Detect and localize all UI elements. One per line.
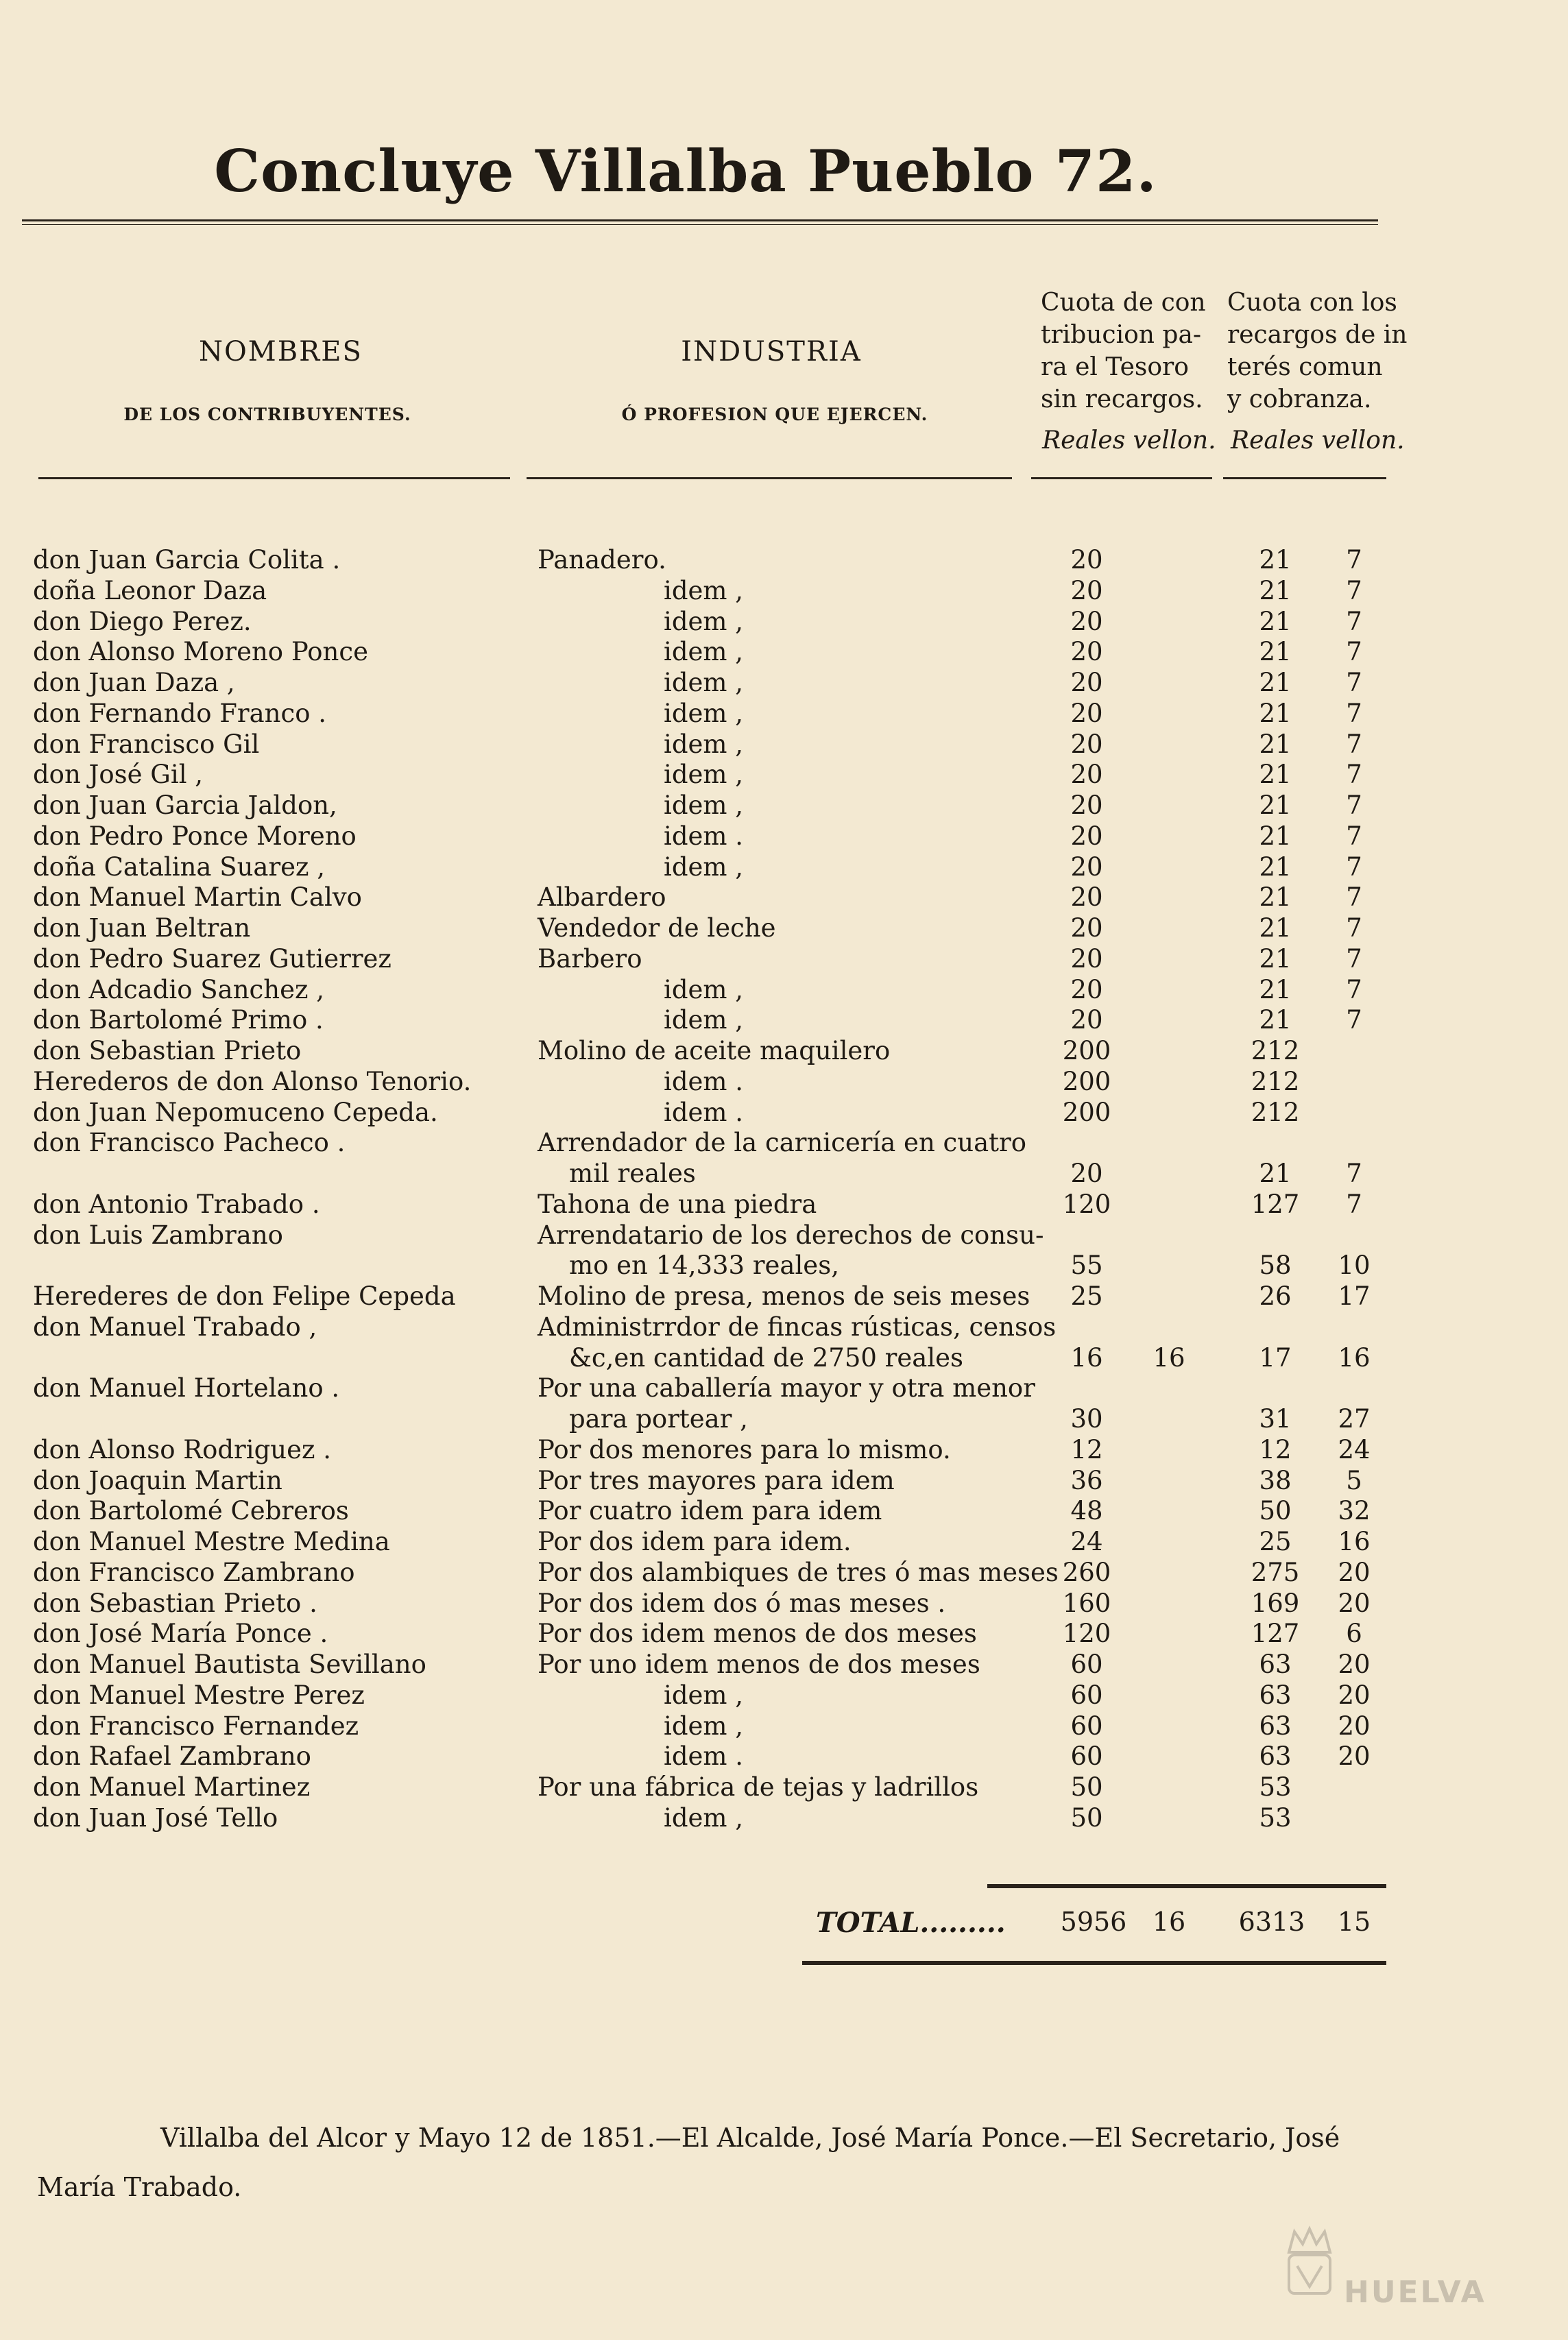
quota-surcharge: 21 — [1259, 974, 1292, 1004]
industry-cell: idem , — [664, 1680, 744, 1710]
contributor-name: don Francisco Pacheco . — [33, 1128, 346, 1158]
total-rule-top — [987, 1884, 1386, 1888]
quota-surcharge-fraction: 7 — [1346, 1005, 1362, 1035]
table-row — [0, 729, 1568, 760]
table-row — [0, 882, 1568, 913]
quota-treasury: 36 — [1070, 1465, 1103, 1495]
quota-treasury: 20 — [1070, 882, 1103, 913]
industry-cell: para portear , — [569, 1404, 748, 1434]
table-row — [0, 821, 1568, 852]
quota-surcharge: 21 — [1259, 760, 1292, 790]
quota-surcharge-fraction: 20 — [1338, 1650, 1371, 1679]
quota-surcharge: 38 — [1259, 1465, 1292, 1495]
table-row — [0, 944, 1568, 974]
quota-treasury: 20 — [1070, 729, 1103, 759]
industry-cell: idem , — [664, 668, 744, 697]
quota-surcharge: 53 — [1259, 1802, 1292, 1833]
table-row — [0, 1373, 1568, 1403]
table-row — [0, 1711, 1568, 1741]
quota-surcharge: 21 — [1259, 575, 1292, 605]
quota-surcharge: 63 — [1259, 1650, 1292, 1679]
total-col-a-fraction: 16 — [1152, 1907, 1186, 1937]
industry-cell: Por uno idem menos de dos meses — [538, 1650, 980, 1679]
table-row — [0, 637, 1568, 667]
quota-surcharge: 63 — [1259, 1741, 1292, 1772]
contributor-name: don José Gil , — [33, 760, 204, 790]
industry-cell: mil reales — [569, 1159, 696, 1188]
total-col-b-fraction: 15 — [1337, 1907, 1371, 1937]
industry-cell: idem , — [664, 791, 744, 820]
table-row — [0, 1803, 1568, 1833]
table-row — [0, 1527, 1568, 1557]
crown-seal-icon — [1282, 2225, 1337, 2300]
quota-surcharge: 50 — [1259, 1496, 1292, 1526]
header-col-b: Cuota con los recargos de in terés comun y cobranza. — [1227, 289, 1408, 413]
industry-cell: idem , — [664, 637, 744, 667]
quota-treasury: 120 — [1062, 1619, 1111, 1649]
table-row — [0, 1496, 1568, 1526]
quota-treasury: 20 — [1070, 852, 1103, 882]
quota-surcharge-fraction: 7 — [1346, 943, 1362, 974]
quota-treasury: 12 — [1070, 1434, 1103, 1464]
quota-surcharge: 169 — [1251, 1588, 1300, 1618]
contributor-name: doña Catalina Suarez , — [33, 852, 326, 882]
industry-cell: Por dos alambiques de tres ó mas meses — [538, 1557, 1059, 1587]
quota-surcharge-fraction: 7 — [1346, 974, 1362, 1004]
quota-surcharge: 21 — [1259, 637, 1292, 667]
quota-treasury: 20 — [1070, 698, 1103, 728]
contributor-name: Herederes de don Felipe Cepeda — [33, 1281, 456, 1311]
quota-surcharge-fraction: 16 — [1338, 1342, 1371, 1373]
quota-treasury-fraction: 16 — [1153, 1342, 1185, 1373]
quota-surcharge: 21 — [1259, 943, 1292, 974]
table-row — [0, 1251, 1568, 1281]
quota-treasury: 20 — [1070, 943, 1103, 974]
contributor-name: Herederos de don Alonso Tenorio. — [33, 1066, 472, 1096]
header-names-sub: DE LOS CONTRIBUYENTES. — [123, 405, 411, 424]
table-row — [0, 1558, 1568, 1588]
quota-surcharge-fraction: 17 — [1338, 1281, 1371, 1311]
quota-surcharge-fraction: 6 — [1346, 1619, 1362, 1649]
header-col-b-unit: Reales vellon. — [1231, 426, 1405, 455]
industry-cell: Administrrdor de fincas rústicas, censos — [538, 1312, 1057, 1342]
quota-surcharge: 21 — [1259, 791, 1292, 820]
table-row — [0, 1281, 1568, 1312]
watermark-text: HUELVA — [1344, 2275, 1486, 2310]
industry-cell: Panadero. — [538, 545, 666, 575]
table-row — [0, 1650, 1568, 1680]
quota-treasury: 200 — [1062, 1097, 1111, 1127]
industry-cell: Por dos idem menos de dos meses — [538, 1619, 977, 1649]
table-row — [0, 1435, 1568, 1465]
quota-surcharge: 127 — [1251, 1189, 1300, 1219]
header-rule-industry — [527, 477, 1012, 479]
quota-treasury: 50 — [1070, 1802, 1103, 1833]
header-industry: INDUSTRIA — [681, 336, 862, 367]
table-row — [0, 1098, 1568, 1128]
quota-treasury: 20 — [1070, 1159, 1103, 1188]
contributor-name: don Pedro Ponce Moreno — [33, 821, 357, 851]
quota-surcharge-fraction: 16 — [1338, 1527, 1371, 1556]
quota-surcharge-fraction: 7 — [1346, 545, 1362, 575]
quota-surcharge: 21 — [1259, 606, 1292, 636]
quota-surcharge: 212 — [1251, 1097, 1300, 1127]
table-row — [0, 1772, 1568, 1802]
header-rule-col-a — [1031, 477, 1212, 479]
contributor-name: don Rafael Zambrano — [33, 1741, 311, 1772]
quota-treasury: 48 — [1070, 1496, 1103, 1526]
contributor-name: don Juan José Tello — [33, 1802, 278, 1833]
industry-cell: Molino de presa, menos de seis meses — [538, 1281, 1030, 1311]
quota-surcharge-fraction: 20 — [1338, 1557, 1371, 1587]
quota-treasury: 50 — [1070, 1772, 1103, 1802]
table-row — [0, 1680, 1568, 1711]
quota-surcharge-fraction: 7 — [1346, 1189, 1362, 1219]
table-row — [0, 1220, 1568, 1251]
contributor-name: don Manuel Martinez — [33, 1772, 311, 1802]
contributor-name: don Manuel Bautista Sevillano — [33, 1650, 426, 1679]
quota-surcharge-fraction: 10 — [1338, 1251, 1371, 1281]
quota-surcharge: 21 — [1259, 852, 1292, 882]
industry-cell: Molino de aceite maquilero — [538, 1036, 891, 1065]
table-row — [0, 760, 1568, 790]
quota-treasury: 20 — [1070, 791, 1103, 820]
total-label: TOTAL......... — [816, 1907, 1006, 1939]
quota-surcharge: 21 — [1259, 729, 1292, 759]
quota-treasury: 60 — [1070, 1680, 1103, 1710]
table-row — [0, 576, 1568, 606]
total-rule-bottom — [802, 1961, 1386, 1965]
contributor-name: don Fernando Franco . — [33, 698, 326, 728]
contributor-name: don Bartolomé Primo . — [33, 1005, 324, 1035]
table-row — [0, 607, 1568, 637]
quota-treasury: 20 — [1070, 1005, 1103, 1035]
quota-treasury: 25 — [1070, 1281, 1103, 1311]
total-col-a: 5956 — [1060, 1907, 1127, 1937]
quota-treasury: 24 — [1070, 1527, 1103, 1556]
quota-surcharge: 31 — [1259, 1404, 1292, 1434]
header-industry-sub: Ó PROFESION QUE EJERCEN. — [621, 405, 928, 424]
industry-cell: &c,en cantidad de 2750 reales — [569, 1342, 964, 1373]
quota-treasury: 20 — [1070, 974, 1103, 1004]
table-row — [0, 545, 1568, 575]
quota-surcharge-fraction: 7 — [1346, 913, 1362, 943]
quota-surcharge: 21 — [1259, 698, 1292, 728]
industry-cell: Por cuatro idem para idem — [538, 1496, 882, 1526]
quota-treasury: 60 — [1070, 1711, 1103, 1741]
table-row — [0, 1404, 1568, 1434]
industry-cell: idem . — [664, 821, 744, 851]
contributor-name: don Bartolomé Cebreros — [33, 1496, 349, 1526]
quota-surcharge-fraction: 7 — [1346, 575, 1362, 605]
table-row — [0, 975, 1568, 1005]
quota-surcharge-fraction: 5 — [1346, 1465, 1362, 1495]
quota-surcharge: 12 — [1259, 1434, 1292, 1464]
contributor-name: don Francisco Zambrano — [33, 1557, 355, 1587]
contributor-name: don Luis Zambrano — [33, 1220, 283, 1250]
quota-treasury: 30 — [1070, 1404, 1103, 1434]
quota-treasury: 20 — [1070, 821, 1103, 851]
quota-treasury: 200 — [1062, 1036, 1111, 1065]
table-row — [0, 852, 1568, 882]
contributor-name: don Antonio Trabado . — [33, 1189, 320, 1219]
quota-surcharge-fraction: 7 — [1346, 760, 1362, 790]
industry-cell: idem , — [664, 852, 744, 882]
quota-surcharge: 21 — [1259, 668, 1292, 697]
industry-cell: Por dos menores para lo mismo. — [538, 1434, 951, 1464]
footer-signature: Villalba del Alcor y Mayo 12 de 1851.—El Alcalde, José María Ponce.—El Secretario, José María Trabado. — [37, 2123, 1340, 2202]
table-row — [0, 1067, 1568, 1097]
quota-treasury: 20 — [1070, 913, 1103, 943]
contributor-name: don Juan Garcia Jaldon, — [33, 791, 337, 820]
industry-cell: idem , — [664, 575, 744, 605]
contributor-name: don Sebastian Prieto . — [33, 1588, 317, 1618]
header-col-a: Cuota de con tribucion pa- ra el Tesoro sin recargos. — [1041, 289, 1206, 413]
quota-surcharge-fraction: 32 — [1338, 1496, 1371, 1526]
quota-surcharge: 21 — [1259, 913, 1292, 943]
table-row — [0, 913, 1568, 943]
industry-cell: idem , — [664, 1802, 744, 1833]
quota-treasury: 60 — [1070, 1650, 1103, 1679]
quota-surcharge-fraction: 7 — [1346, 729, 1362, 759]
contributor-name: don Alonso Moreno Ponce — [33, 637, 368, 667]
table-row — [0, 668, 1568, 698]
industry-cell: idem , — [664, 698, 744, 728]
quota-treasury: 200 — [1062, 1066, 1111, 1096]
table-row — [0, 1619, 1568, 1649]
contributor-name: don Manuel Mestre Perez — [33, 1680, 365, 1710]
contributor-name: don Juan Daza , — [33, 668, 235, 697]
quota-surcharge: 26 — [1259, 1281, 1292, 1311]
quota-surcharge: 127 — [1251, 1619, 1300, 1649]
industry-cell: Arrendatario de los derechos de consu- — [538, 1220, 1044, 1250]
contributor-name: don Adcadio Sanchez , — [33, 974, 324, 1004]
quota-treasury: 120 — [1062, 1189, 1111, 1219]
table-row — [0, 1343, 1568, 1373]
quota-treasury: 160 — [1062, 1588, 1111, 1618]
industry-cell: idem . — [664, 1066, 744, 1096]
quota-treasury: 20 — [1070, 606, 1103, 636]
quota-surcharge-fraction: 20 — [1338, 1680, 1371, 1710]
industry-cell: Barbero — [538, 943, 642, 974]
contributor-name: don Manuel Hortelano . — [33, 1373, 340, 1403]
header-rule-names — [38, 477, 510, 479]
total-col-b: 6313 — [1238, 1907, 1305, 1937]
quota-surcharge: 25 — [1259, 1527, 1292, 1556]
industry-cell: Tahona de una piedra — [538, 1189, 817, 1219]
quota-surcharge: 17 — [1259, 1342, 1292, 1373]
table-row — [0, 1466, 1568, 1496]
industry-cell: idem . — [664, 1097, 744, 1127]
contributor-name: don Juan Beltran — [33, 913, 251, 943]
contributor-name: don Juan Garcia Colita . — [33, 545, 341, 575]
quota-surcharge-fraction: 7 — [1346, 606, 1362, 636]
contributor-name: don Manuel Mestre Medina — [33, 1527, 390, 1556]
quota-surcharge-fraction: 27 — [1338, 1404, 1371, 1434]
quota-surcharge-fraction: 7 — [1346, 852, 1362, 882]
contributor-name: don Francisco Fernandez — [33, 1711, 359, 1741]
quota-surcharge-fraction: 7 — [1346, 1159, 1362, 1188]
contributor-name: don José María Ponce . — [33, 1619, 328, 1649]
quota-treasury: 60 — [1070, 1741, 1103, 1772]
table-row — [0, 1190, 1568, 1220]
quota-surcharge: 21 — [1259, 821, 1292, 851]
quota-surcharge-fraction: 7 — [1346, 698, 1362, 728]
quota-surcharge: 58 — [1259, 1251, 1292, 1281]
quota-treasury: 20 — [1070, 668, 1103, 697]
quota-surcharge: 21 — [1259, 1159, 1292, 1188]
industry-cell: Por dos idem para idem. — [538, 1527, 852, 1556]
quota-surcharge-fraction: 7 — [1346, 882, 1362, 913]
industry-cell: mo en 14,333 reales, — [569, 1251, 839, 1281]
contributor-name: don Manuel Trabado , — [33, 1312, 317, 1342]
quota-treasury: 260 — [1062, 1557, 1111, 1587]
quota-surcharge-fraction: 20 — [1338, 1711, 1371, 1741]
contributor-name: don Manuel Martin Calvo — [33, 882, 362, 913]
quota-surcharge: 63 — [1259, 1680, 1292, 1710]
industry-cell: Por dos idem dos ó mas meses . — [538, 1588, 946, 1618]
table-row — [0, 1128, 1568, 1158]
quota-surcharge-fraction: 7 — [1346, 668, 1362, 697]
industry-cell: idem , — [664, 1005, 744, 1035]
title-rule — [22, 219, 1378, 225]
industry-cell: Arrendador de la carnicería en cuatro — [538, 1128, 1026, 1158]
quota-treasury: 16 — [1070, 1342, 1103, 1373]
table-row — [0, 1036, 1568, 1066]
quota-surcharge: 212 — [1251, 1036, 1300, 1065]
table-row — [0, 1005, 1568, 1035]
header-col-a-unit: Reales vellon. — [1042, 426, 1216, 455]
industry-cell: idem , — [664, 1711, 744, 1741]
table-row — [0, 1589, 1568, 1619]
contributor-name: don Alonso Rodriguez . — [33, 1434, 332, 1464]
quota-surcharge: 21 — [1259, 545, 1292, 575]
quota-surcharge: 63 — [1259, 1711, 1292, 1741]
contributor-name: don Pedro Suarez Gutierrez — [33, 943, 391, 974]
quota-treasury: 20 — [1070, 575, 1103, 605]
quota-surcharge-fraction: 20 — [1338, 1588, 1371, 1618]
industry-cell: idem . — [664, 1741, 744, 1772]
quota-surcharge: 21 — [1259, 1005, 1292, 1035]
contributor-name: don Diego Perez. — [33, 606, 252, 636]
quota-treasury: 20 — [1070, 760, 1103, 790]
page-title: Concluye Villalba Pueblo 72. — [214, 137, 1157, 205]
quota-surcharge: 212 — [1251, 1066, 1300, 1096]
industry-cell: Por tres mayores para idem — [538, 1465, 895, 1495]
contributor-name: doña Leonor Daza — [33, 575, 267, 605]
industry-cell: idem , — [664, 974, 744, 1004]
industry-cell: Albardero — [538, 882, 666, 913]
table-row — [0, 1741, 1568, 1772]
quota-surcharge-fraction: 24 — [1338, 1434, 1371, 1464]
quota-surcharge: 53 — [1259, 1772, 1292, 1802]
table-row — [0, 791, 1568, 821]
quota-treasury: 20 — [1070, 637, 1103, 667]
quota-surcharge: 21 — [1259, 882, 1292, 913]
table-row — [0, 699, 1568, 729]
industry-cell: Por una caballería mayor y otra menor — [538, 1373, 1035, 1403]
industry-cell: Por una fábrica de tejas y ladrillos — [538, 1772, 979, 1802]
table-row — [0, 1312, 1568, 1342]
industry-cell: idem , — [664, 760, 744, 790]
quota-treasury: 20 — [1070, 545, 1103, 575]
industry-cell: idem , — [664, 729, 744, 759]
quota-surcharge-fraction: 20 — [1338, 1741, 1371, 1772]
header-names: NOMBRES — [199, 336, 363, 367]
industry-cell: Vendedor de leche — [538, 913, 776, 943]
contributor-name: don Joaquin Martin — [33, 1465, 282, 1495]
quota-surcharge: 275 — [1251, 1557, 1300, 1587]
contributor-name: don Sebastian Prieto — [33, 1036, 302, 1065]
quota-treasury: 55 — [1070, 1251, 1103, 1281]
contributor-name: don Juan Nepomuceno Cepeda. — [33, 1097, 438, 1127]
quota-surcharge-fraction: 7 — [1346, 791, 1362, 820]
table-row — [0, 1159, 1568, 1189]
industry-cell: idem , — [664, 606, 744, 636]
quota-surcharge-fraction: 7 — [1346, 821, 1362, 851]
quota-surcharge-fraction: 7 — [1346, 637, 1362, 667]
contributor-name: don Francisco Gil — [33, 729, 260, 759]
header-rule-col-b — [1223, 477, 1386, 479]
